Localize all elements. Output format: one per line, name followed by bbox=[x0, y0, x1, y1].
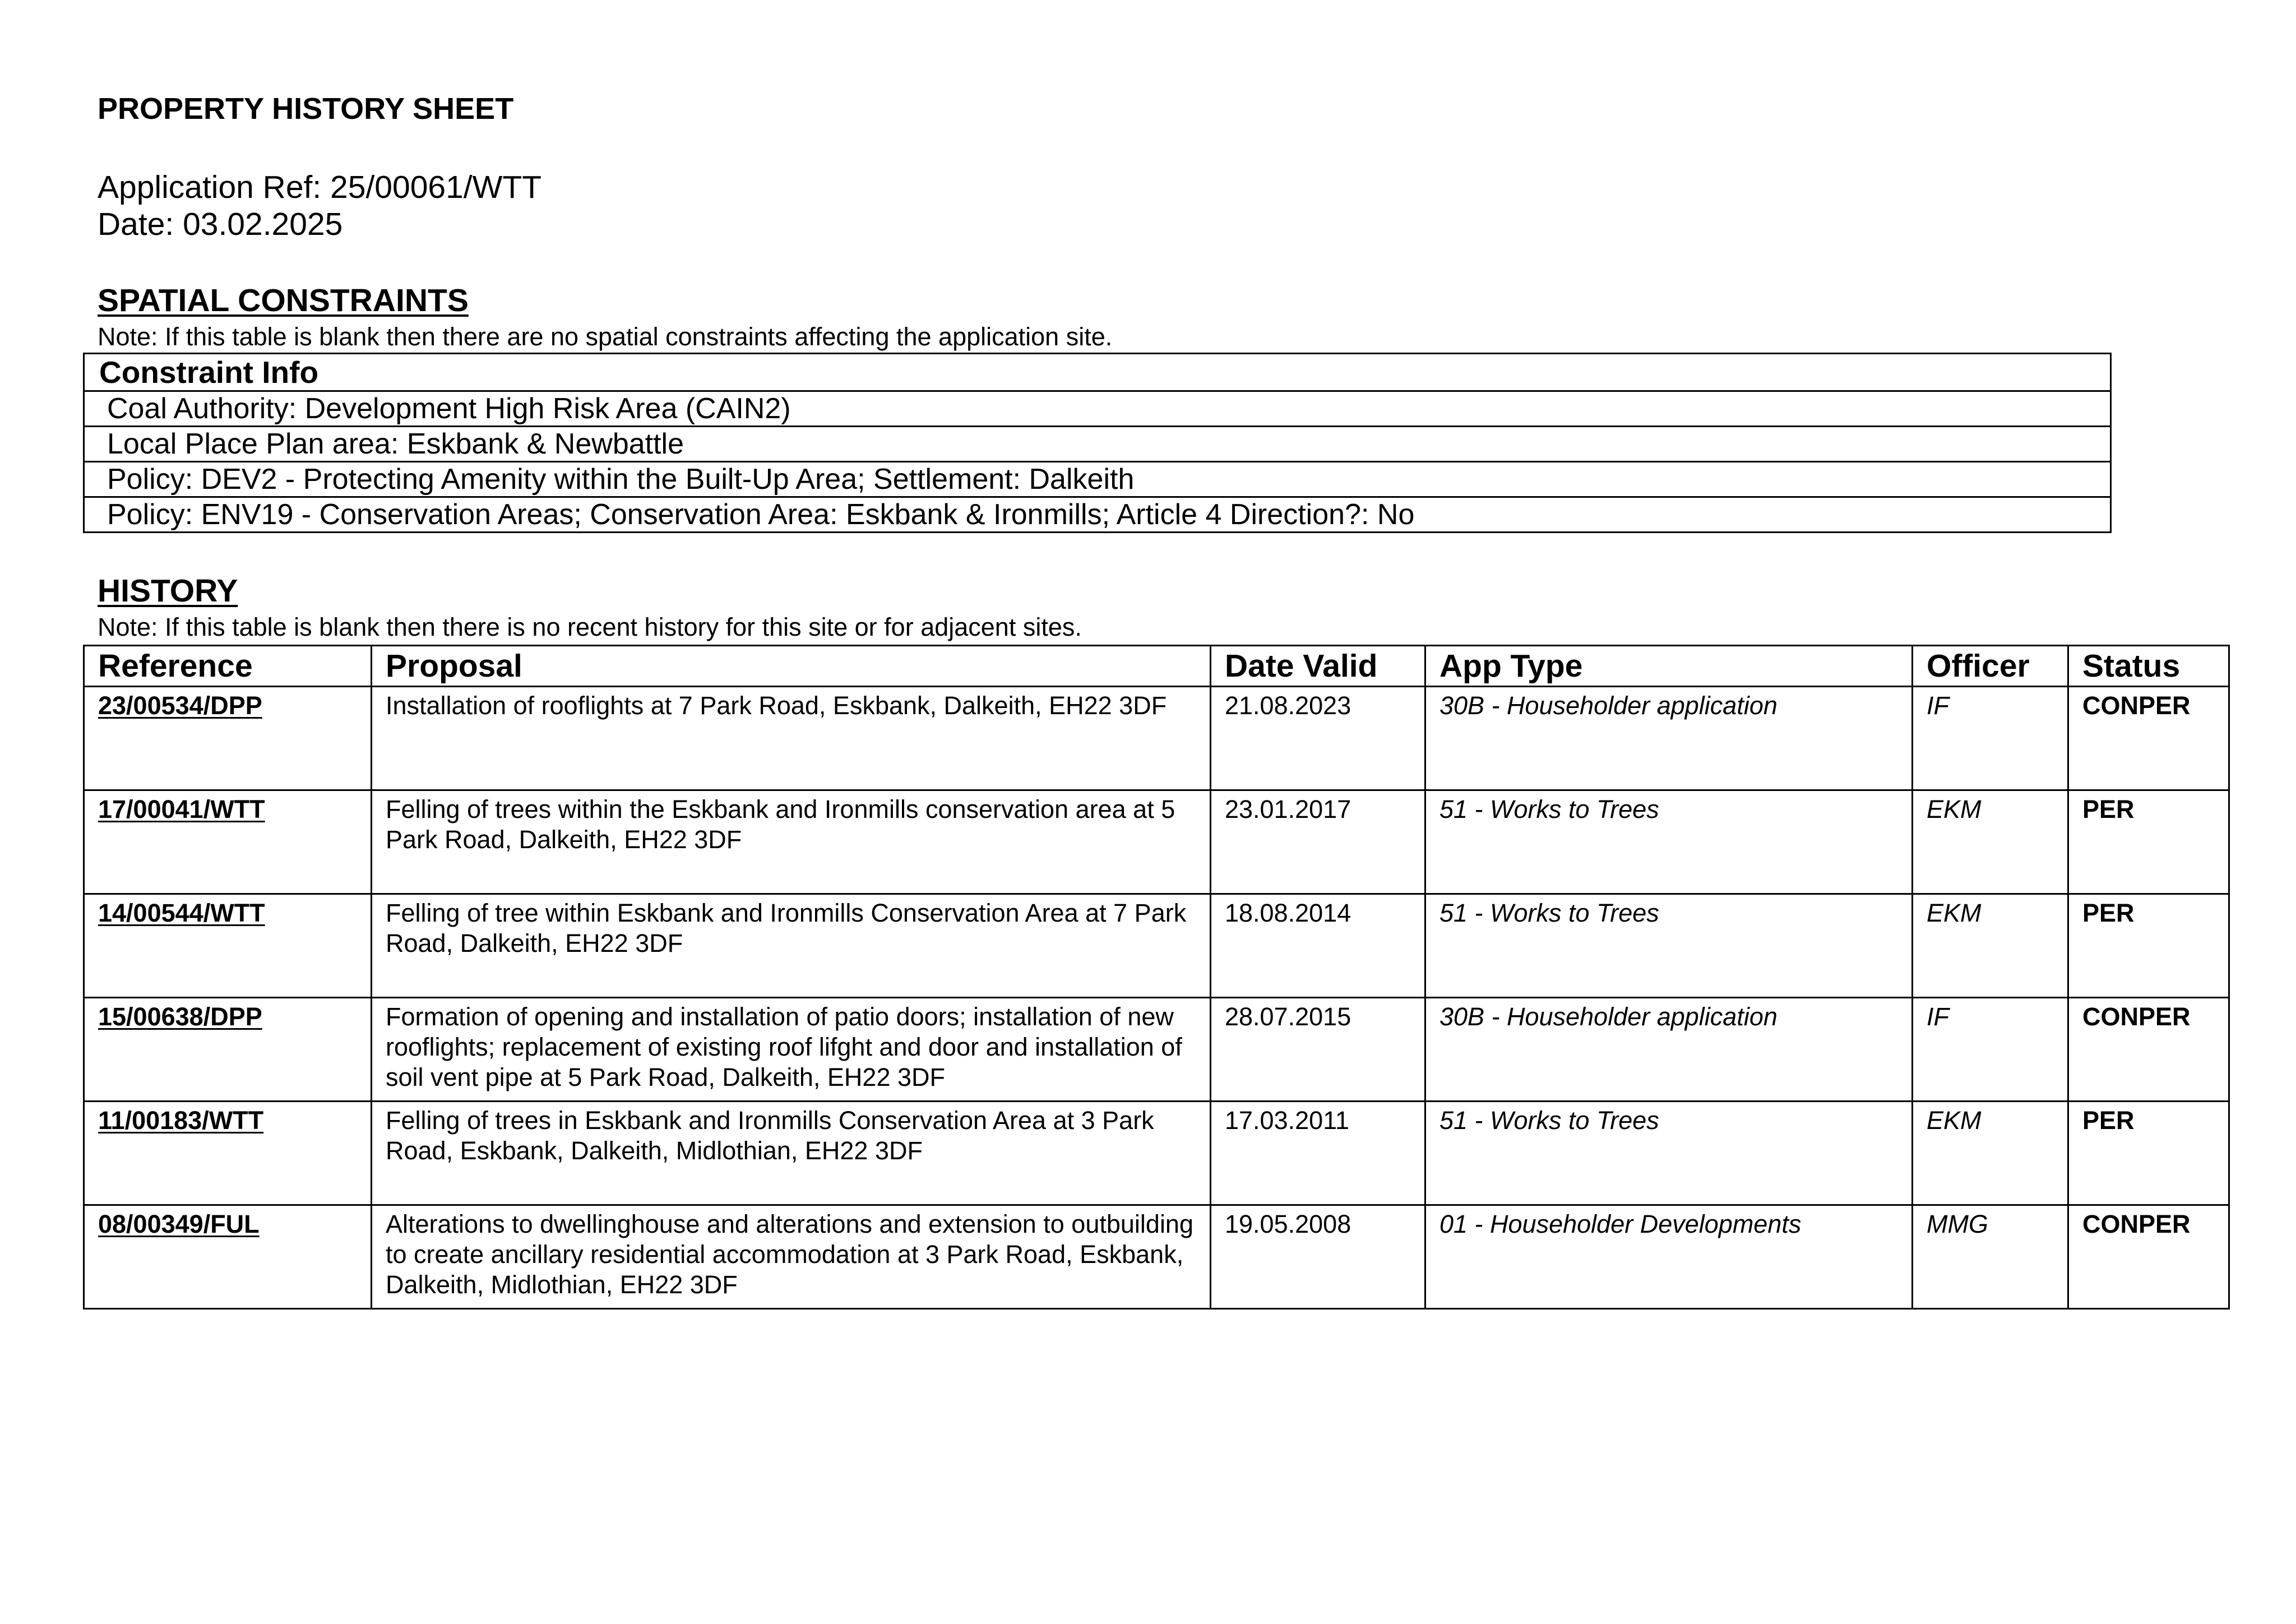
column-header-status: Status bbox=[2068, 646, 2229, 687]
officer-cell: EKM bbox=[1913, 1102, 2068, 1205]
spatial-constraints-heading: SPATIAL CONSTRAINTS bbox=[98, 283, 469, 318]
table-row bbox=[84, 894, 2229, 998]
history-note: Note: If this table is blank then there is no recent history for this site or for adjacent sites. bbox=[98, 613, 1082, 641]
app-type-cell: 51 - Works to Trees bbox=[1425, 1102, 1913, 1205]
app-type-cell: 01 - Householder Developments bbox=[1425, 1205, 1913, 1309]
history-heading: HISTORY bbox=[98, 573, 238, 609]
column-header-date-valid: Date Valid bbox=[1211, 646, 1425, 687]
officer-cell: MMG bbox=[1913, 1205, 2068, 1309]
proposal-cell: Alterations to dwellinghouse and alterations and extension to outbuilding to create ancillary residential accommodation at 3 Park Road, Eskbank, Dalkeith, Midlothian, EH22 3DF bbox=[372, 1205, 1211, 1309]
proposal-cell: Felling of trees within the Eskbank and Ironmills conservation area at 5 Park Road, Dalkeith, EH22 3DF bbox=[372, 790, 1211, 894]
status-cell: CONPER bbox=[2068, 1205, 2229, 1309]
constraint-cell: Policy: ENV19 - Conservation Areas; Conservation Area: Eskbank & Ironmills; Article 4 Direction?: No bbox=[84, 497, 2111, 533]
reference-link[interactable]: 11/00183/WTT bbox=[84, 1102, 372, 1205]
history-table bbox=[83, 645, 2230, 1310]
constraint-info-header: Constraint Info bbox=[84, 354, 2111, 391]
reference-link[interactable]: 17/00041/WTT bbox=[84, 790, 372, 894]
proposal-cell: Felling of tree within Eskbank and Ironmills Conservation Area at 7 Park Road, Dalkeith, EH22 3DF bbox=[372, 894, 1211, 998]
app-type-cell: 30B - Householder application bbox=[1425, 687, 1913, 790]
application-date: Date: 03.02.2025 bbox=[98, 206, 343, 242]
status-cell: CONPER bbox=[2068, 687, 2229, 790]
officer-cell: EKM bbox=[1913, 894, 2068, 998]
app-type-cell: 51 - Works to Trees bbox=[1425, 790, 1913, 894]
officer-cell: EKM bbox=[1913, 790, 2068, 894]
date-valid-cell: 18.08.2014 bbox=[1211, 894, 1425, 998]
date-valid-cell: 17.03.2011 bbox=[1211, 1102, 1425, 1205]
officer-cell: IF bbox=[1913, 998, 2068, 1102]
reference-link[interactable]: 23/00534/DPP bbox=[84, 687, 372, 790]
app-type-cell: 30B - Householder application bbox=[1425, 998, 1913, 1102]
table-row bbox=[84, 1205, 2229, 1309]
column-header-officer: Officer bbox=[1913, 646, 2068, 687]
date-valid-cell: 28.07.2015 bbox=[1211, 998, 1425, 1102]
column-header-app-type: App Type bbox=[1425, 646, 1913, 687]
sheet-title: PROPERTY HISTORY SHEET bbox=[98, 92, 514, 126]
constraint-cell: Policy: DEV2 - Protecting Amenity within the Built-Up Area; Settlement: Dalkeith bbox=[84, 462, 2111, 497]
date-valid-cell: 19.05.2008 bbox=[1211, 1205, 1425, 1309]
column-header-proposal: Proposal bbox=[372, 646, 1211, 687]
reference-link[interactable]: 14/00544/WTT bbox=[84, 894, 372, 998]
date-valid-cell: 21.08.2023 bbox=[1211, 687, 1425, 790]
constraint-row bbox=[84, 427, 2111, 462]
table-row bbox=[84, 687, 2229, 790]
table-row bbox=[84, 998, 2229, 1102]
constraints-header-row bbox=[84, 354, 2111, 391]
reference-link[interactable]: 08/00349/FUL bbox=[84, 1205, 372, 1309]
table-row bbox=[84, 790, 2229, 894]
constraint-row bbox=[84, 462, 2111, 497]
spatial-constraints-note: Note: If this table is blank then there are no spatial constraints affecting the application site. bbox=[98, 322, 1113, 351]
officer-cell: IF bbox=[1913, 687, 2068, 790]
proposal-cell: Felling of trees in Eskbank and Ironmills Conservation Area at 3 Park Road, Eskbank, Dalkeith, Midlothian, EH22 3DF bbox=[372, 1102, 1211, 1205]
constraint-cell: Coal Authority: Development High Risk Area (CAIN2) bbox=[84, 391, 2111, 427]
status-cell: PER bbox=[2068, 894, 2229, 998]
table-row bbox=[84, 1102, 2229, 1205]
date-valid-cell: 23.01.2017 bbox=[1211, 790, 1425, 894]
status-cell: PER bbox=[2068, 1102, 2229, 1205]
app-type-cell: 51 - Works to Trees bbox=[1425, 894, 1913, 998]
status-cell: CONPER bbox=[2068, 998, 2229, 1102]
proposal-cell: Installation of rooflights at 7 Park Road, Eskbank, Dalkeith, EH22 3DF bbox=[372, 687, 1211, 790]
constraint-cell: Local Place Plan area: Eskbank & Newbattle bbox=[84, 427, 2111, 462]
column-header-reference: Reference bbox=[84, 646, 372, 687]
application-ref: Application Ref: 25/00061/WTT bbox=[98, 169, 542, 205]
history-header-row bbox=[84, 646, 2229, 687]
reference-link[interactable]: 15/00638/DPP bbox=[84, 998, 372, 1102]
proposal-cell: Formation of opening and installation of patio doors; installation of new rooflights; replacement of existing roof lifght and door and installation of soil vent pipe at 5 Park Road, Dalkeith, EH22 3DF bbox=[372, 998, 1211, 1102]
constraints-table bbox=[83, 353, 2112, 533]
constraint-row bbox=[84, 497, 2111, 533]
constraint-row bbox=[84, 391, 2111, 427]
status-cell: PER bbox=[2068, 790, 2229, 894]
